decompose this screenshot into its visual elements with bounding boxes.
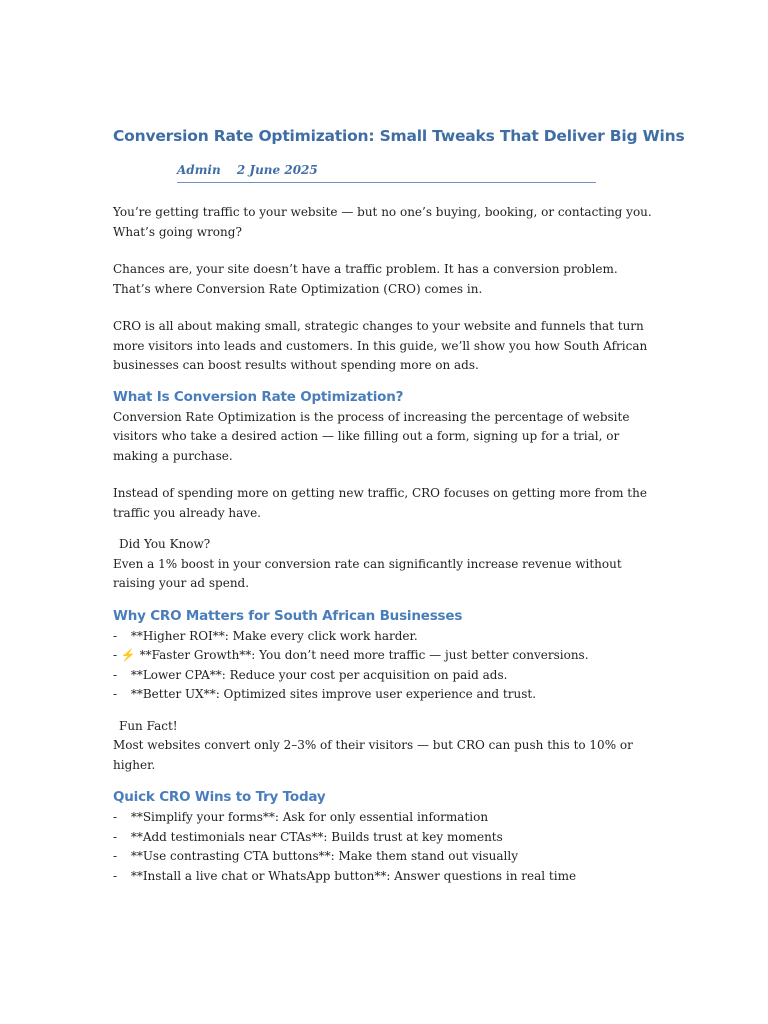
- list-item-text: **Higher ROI**: Make every click work harder.: [127, 628, 418, 643]
- intro-paragraph: You’re getting traffic to your website — but no one’s buying, booking, or contacting you. What’s going wrong?: [113, 205, 652, 239]
- list-bullet: -: [113, 810, 118, 824]
- list-item: [113, 666, 658, 686]
- list-bullet: -: [113, 849, 118, 863]
- callout-label: Did You Know?: [119, 537, 211, 551]
- list-item-text: **Install a live chat or WhatsApp button**: Answer questions in real time: [127, 868, 577, 883]
- list-bullet: -: [113, 868, 118, 883]
- quick-wins-list: [113, 808, 658, 886]
- intro-paragraph: Chances are, your site doesn’t have a traffic problem. It has a conversion problem. That’s where Conversion Rate Optimization (CRO) comes in.: [113, 262, 618, 296]
- list-item-text: **Add testimonials near CTAs**: Builds trust at key moments: [127, 829, 503, 844]
- article: [113, 126, 685, 898]
- list-item-text: **Lower CPA**: Reduce your cost per acquisition on paid ads.: [127, 667, 508, 682]
- section-heading-what-is-cro: What Is Conversion Rate Optimization?: [113, 388, 404, 405]
- article-body: [113, 203, 658, 886]
- list-item-text: **Better UX**: Optimized sites improve user experience and trust.: [127, 687, 537, 701]
- list-item: [113, 808, 658, 828]
- list-item: [113, 847, 658, 867]
- callout-text: Even a 1% boost in your conversion rate can significantly increase revenue without raising your ad spend.: [113, 556, 622, 590]
- section-heading-quick-wins: Quick CRO Wins to Try Today: [113, 789, 326, 805]
- publish-date: 2 June 2025: [236, 163, 318, 177]
- list-bullet: -: [113, 687, 118, 701]
- list-item: [113, 646, 658, 666]
- list-item: [113, 867, 658, 887]
- list-bullet: -: [113, 667, 118, 682]
- article-meta: [177, 163, 596, 183]
- article-title: Conversion Rate Optimization: Small Tweaks That Deliver Big Wins: [113, 127, 685, 145]
- list-bullet: - ⚡: [113, 648, 136, 662]
- list-item-text: **Use contrasting CTA buttons**: Make them stand out visually: [127, 849, 519, 863]
- section-heading-why-cro-matters: Why CRO Matters for South African Businesses: [113, 607, 463, 624]
- list-item: [113, 828, 658, 848]
- list-item-text: **Simplify your forms**: Ask for only essential information: [127, 810, 489, 824]
- list-item-text: **Faster Growth**: You don’t need more traffic — just better conversions.: [135, 648, 589, 662]
- section-paragraph: Conversion Rate Optimization is the process of increasing the percentage of website visitors who take a desired action — like filling out a form, signing up for a trial, or making a purchase.: [113, 409, 630, 463]
- list-item: [113, 627, 658, 647]
- list-item: [113, 685, 658, 705]
- benefits-list: [113, 627, 658, 705]
- intro-paragraph: CRO is all about making small, strategic changes to your website and funnels that turn more visitors into leads and customers. In this guide, we’ll show you how South African businesses can boost results without spending more on ads.: [113, 319, 648, 372]
- author-name: Admin: [177, 163, 221, 177]
- list-bullet: -: [113, 829, 118, 844]
- section-paragraph: Instead of spending more on getting new traffic, CRO focuses on getting more from the traffic you already have.: [113, 486, 647, 520]
- callout-label: Fun Fact!: [119, 718, 178, 733]
- list-bullet: -: [113, 628, 118, 643]
- callout-text: Most websites convert only 2–3% of their visitors — but CRO can push this to 10% or higher.: [113, 738, 633, 772]
